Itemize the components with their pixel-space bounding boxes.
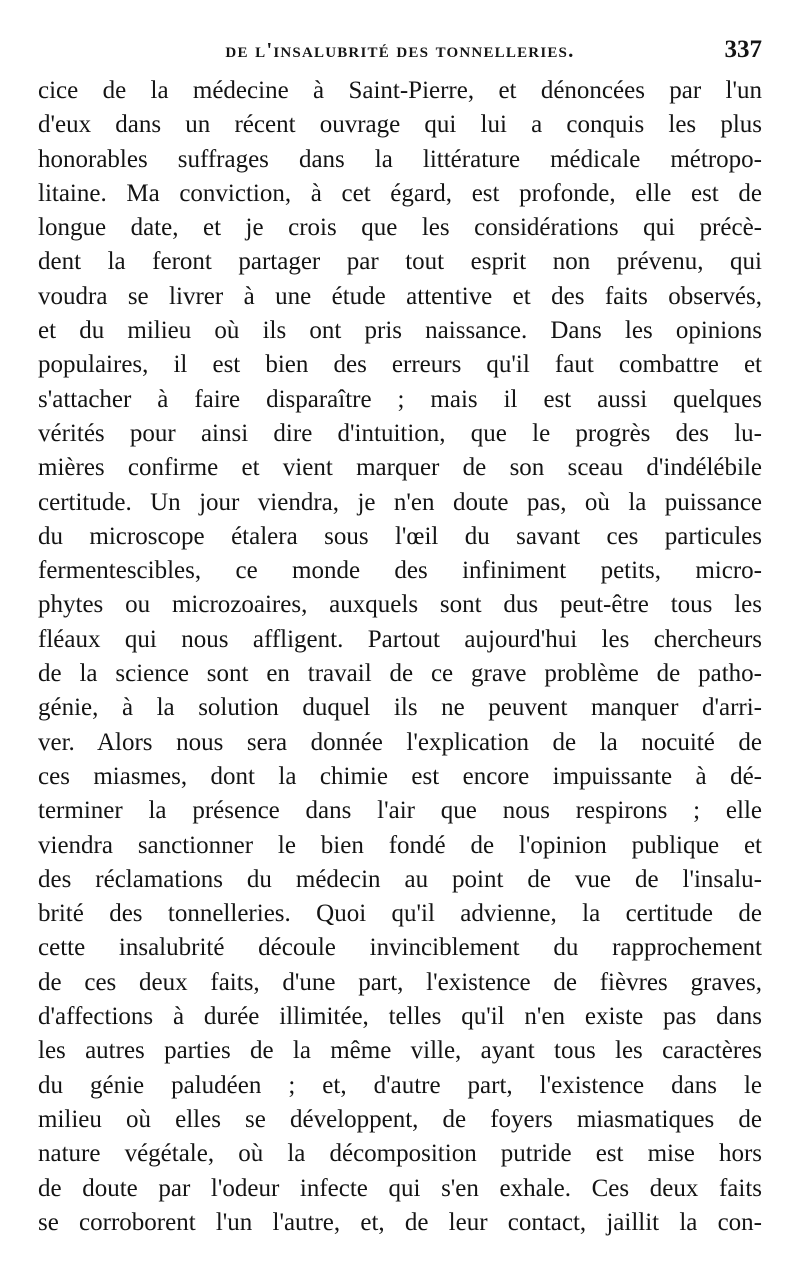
book-page bbox=[38, 34, 762, 1240]
text-line: populaires, il est bien des erreurs qu'il faut combattre et bbox=[38, 351, 762, 379]
text-line: de doute par l'odeur infecte qui s'en exhale. Ces deux faits bbox=[38, 1174, 762, 1202]
text-line: litaine. Ma conviction, à cet égard, est profonde, elle est de bbox=[38, 179, 762, 207]
text-line: ver. Alors nous sera donnée l'explication de la nocuité de bbox=[38, 728, 762, 756]
text-line: du génie paludéen ; et, d'autre part, l'existence dans le bbox=[38, 1071, 762, 1099]
text-line: fermentescibles, ce monde des infiniment petits, micro- bbox=[38, 557, 762, 585]
text-line: d'eux dans un récent ouvrage qui lui a conquis les plus bbox=[38, 111, 762, 139]
text-line: cette insalubrité découle invinciblement du rapprochement bbox=[38, 934, 762, 962]
text-line: génie, à la solution duquel ils ne peuvent manquer d'arri- bbox=[38, 694, 762, 722]
text-line: voudra se livrer à une étude attentive et des faits observés, bbox=[38, 282, 762, 310]
text-line: phytes ou microzoaires, auxquels sont dus peut-être tous les bbox=[38, 591, 762, 619]
text-line: des réclamations du médecin au point de vue de l'insalu- bbox=[38, 865, 762, 893]
text-line: mières confirme et vient marquer de son sceau d'indélébile bbox=[38, 454, 762, 482]
body-text bbox=[38, 74, 762, 1240]
text-line: fléaux qui nous affligent. Partout aujourd'hui les chercheurs bbox=[38, 625, 762, 653]
text-line: se corroborent l'un l'autre, et, de leur contact, jaillit la con- bbox=[38, 1208, 762, 1236]
text-line: de ces deux faits, d'une part, l'existence de fièvres graves, bbox=[38, 968, 762, 996]
text-line: certitude. Un jour viendra, je n'en doute pas, où la puissance bbox=[38, 488, 762, 516]
text-line: du microscope étalera sous l'œil du savant ces particules bbox=[38, 522, 762, 550]
text-line: les autres parties de la même ville, ayant tous les caractères bbox=[38, 1037, 762, 1065]
text-line: dent la feront partager par tout esprit non prévenu, qui bbox=[38, 248, 762, 276]
text-line: milieu où elles se développent, de foyers miasmatiques de bbox=[38, 1105, 762, 1133]
text-line: viendra sanctionner le bien fondé de l'opinion publique et bbox=[38, 831, 762, 859]
text-line: brité des tonnelleries. Quoi qu'il advienne, la certitude de bbox=[38, 900, 762, 928]
text-line: vérités pour ainsi dire d'intuition, que le progrès des lu- bbox=[38, 419, 762, 447]
text-line: nature végétale, où la décomposition putride est mise hors bbox=[38, 1140, 762, 1168]
text-line: d'affections à durée illimitée, telles qu'il n'en existe pas dans bbox=[38, 1003, 762, 1031]
text-line: et du milieu où ils ont pris naissance. Dans les opinions bbox=[38, 317, 762, 345]
text-line: s'attacher à faire disparaître ; mais il est aussi quelques bbox=[38, 385, 762, 413]
text-line: cice de la médecine à Saint-Pierre, et dénoncées par l'un bbox=[38, 77, 762, 104]
text-line: honorables suffrages dans la littérature médicale métropo- bbox=[38, 145, 762, 173]
text-line: ces miasmes, dont la chimie est encore impuissante à dé- bbox=[38, 762, 762, 790]
running-title: de l'insalubrité des tonnelleries. bbox=[225, 38, 575, 62]
text-line: longue date, et je crois que les considérations qui précè- bbox=[38, 214, 762, 242]
page-number: 337 bbox=[724, 36, 762, 63]
text-line: de la science sont en travail de ce grave problème de patho- bbox=[38, 660, 762, 688]
text-line: terminer la présence dans l'air que nous respirons ; elle bbox=[38, 797, 762, 825]
running-head bbox=[38, 34, 762, 74]
